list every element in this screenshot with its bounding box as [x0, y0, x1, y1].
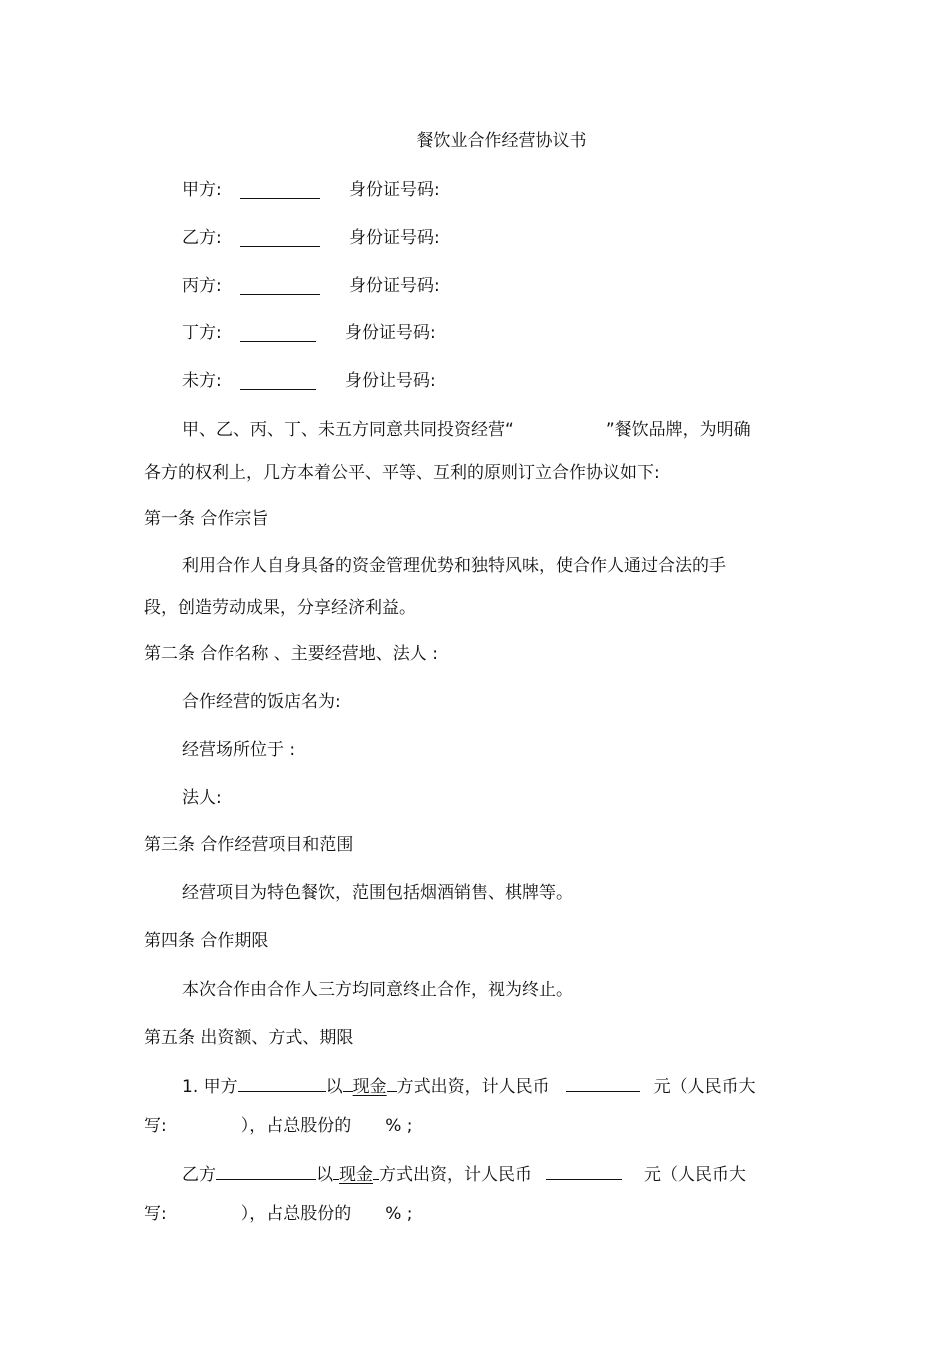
contribution-label: 乙方 — [182, 1165, 216, 1185]
article-3-heading: 第三条 合作经营项目和范围 — [144, 835, 354, 855]
rmb-blank[interactable] — [546, 1161, 622, 1180]
document-title: 餐饮业合作经营协议书 — [416, 131, 587, 151]
name-blank[interactable] — [240, 278, 320, 295]
cash-text: 现金 — [339, 1165, 373, 1185]
text: 方式出资，计人民币 — [379, 1165, 532, 1185]
article-2-heading: 第二条 合作名称 、主要经营地、法人 : — [144, 644, 438, 664]
id-label: 身份证号码: — [349, 276, 440, 296]
intro-text-a: 甲、乙、丙、丁、未五方同意共同投资经营“ — [182, 420, 514, 440]
article-3-body: 经营项目为特色餐饮，范围包括烟酒销售、棋牌等。 — [182, 883, 573, 903]
intro-line-2: 各方的权利上，几方本着公平、平等、互利的原则订立合作协议如下: — [144, 463, 660, 483]
name-blank[interactable] — [240, 182, 320, 199]
article-1-heading: 第一条 合作宗旨 — [144, 509, 269, 529]
text: ），占总股份的 — [240, 1116, 352, 1136]
article-4-body: 本次合作由合作人三方均同意终止合作，视为终止。 — [182, 980, 573, 1000]
text: 写: — [144, 1204, 167, 1224]
id-label: 身份让号码: — [345, 371, 436, 391]
name-blank[interactable] — [240, 230, 320, 247]
article-1-line-1: 利用合作人自身具备的资金管理优势和独特风味，使合作人通过合法的手 — [182, 556, 726, 576]
text: 以 — [325, 1077, 343, 1097]
article-4-heading: 第四条 合作期限 — [144, 931, 269, 951]
party-label: 丁方: — [182, 323, 222, 343]
party-row-e — [182, 369, 482, 393]
text: 方式出资，计人民币 — [396, 1077, 550, 1097]
contribution-a-line-2 — [144, 1114, 413, 1138]
article-1-line-2: 段，创造劳动成果，分享经济利益。 — [144, 598, 416, 618]
amount-blank[interactable] — [238, 1073, 326, 1092]
text: % ; — [385, 1204, 413, 1224]
contribution-b-line-2 — [144, 1202, 413, 1226]
restaurant-name: 合作经营的饭店名为: — [182, 692, 341, 712]
party-row-c — [182, 274, 482, 298]
id-label: 身份证号码: — [345, 323, 436, 343]
text: 元（人民币大 — [653, 1077, 756, 1097]
party-label: 乙方: — [182, 228, 222, 248]
text: ），占总股份的 — [240, 1204, 352, 1224]
party-label: 未方: — [182, 371, 222, 391]
party-row-b — [182, 226, 482, 250]
text: 以 — [316, 1165, 333, 1185]
party-label: 甲方: — [182, 180, 222, 200]
intro-text-b: ”餐饮品牌，为明确 — [605, 420, 751, 440]
amount-blank[interactable] — [216, 1161, 316, 1180]
article-5-heading: 第五条 出资额、方式、期限 — [144, 1028, 354, 1048]
contribution-label: 1. 甲方 — [182, 1077, 238, 1097]
cash-text: 现金 — [352, 1077, 387, 1097]
text: 写: — [144, 1116, 167, 1136]
rmb-blank[interactable] — [566, 1073, 640, 1092]
intro-line-1 — [182, 418, 751, 442]
party-row-d — [182, 321, 482, 345]
text: 元（人民币大 — [644, 1165, 746, 1185]
party-label: 丙方: — [182, 276, 222, 296]
party-row-a — [182, 178, 482, 202]
contribution-b-line-1 — [182, 1161, 746, 1187]
contribution-a-line-1 — [182, 1073, 756, 1099]
name-blank[interactable] — [240, 325, 316, 342]
id-label: 身份证号码: — [349, 228, 440, 248]
business-place: 经营场所位于 : — [182, 740, 296, 760]
name-blank[interactable] — [240, 373, 316, 390]
id-label: 身份证号码: — [349, 180, 440, 200]
legal-person: 法人: — [182, 788, 222, 808]
text: % ; — [385, 1116, 413, 1136]
